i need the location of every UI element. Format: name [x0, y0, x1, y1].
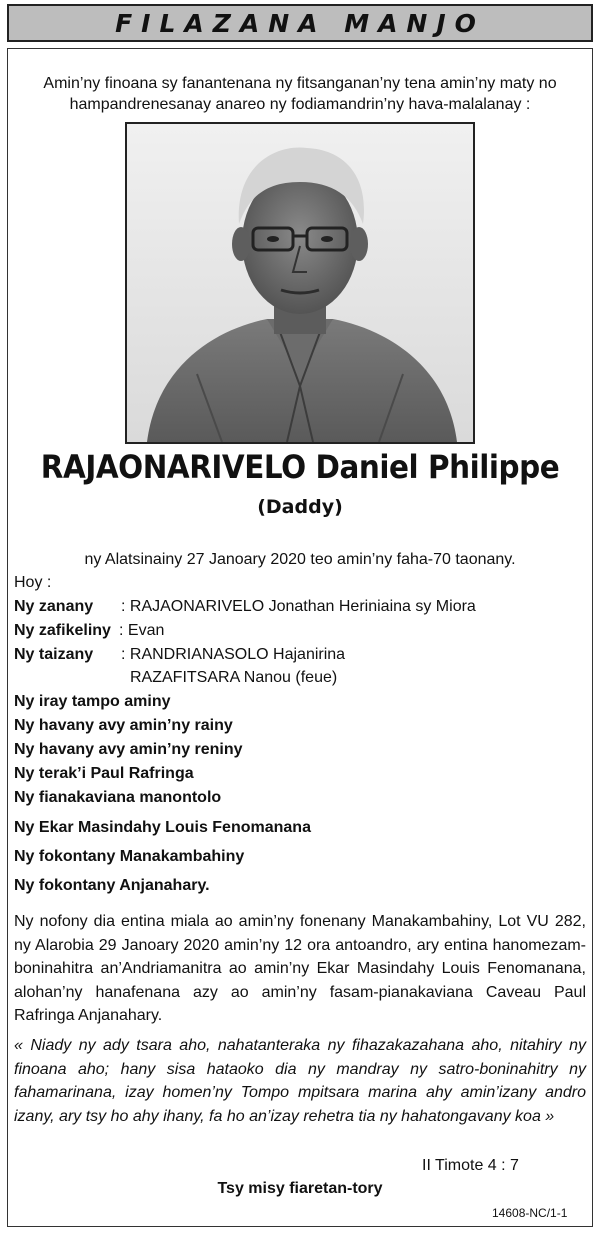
family-line-2: Ny havany avy amin’ny rainy — [14, 717, 233, 734]
ad-code: 14608-NC/1-1 — [492, 1206, 568, 1220]
family-line-3: Ny havany avy amin’ny reniny — [14, 741, 243, 758]
intro-text: Amin’ny finoana sy fanantenana ny fitsanganan’ny tena amin’ny maty no hampandrenesanay anareo ny fodiamandrin’ny hava-malalanay : — [43, 75, 557, 113]
header-title: FILAZANA MANJO — [115, 8, 485, 38]
funeral-announcement: Ny nofony dia entina miala ao amin’ny fonenany Manakambahiny, Lot VU 282, ny Alarobia 29 Janoary 2020 amin’ny 12 ora antoandro, ary entina hanomezam-boninahitra an’Andriamanitra ao amin’ny Ekar Masindahy Louis Fenomanana, alohan’ny hanafenana azy ao amin’ny fasam-pianakaviana Caveau Paul Rafringa Anjanahary. — [14, 913, 586, 1024]
family-line-4: Ny terak’i Paul Rafringa — [14, 765, 194, 782]
taizany-value-1: : RANDRIANASOLO Hajanirina — [121, 646, 346, 663]
header-banner — [7, 4, 593, 42]
portrait-image — [127, 124, 473, 442]
death-date-line: ny Alatsinainy 27 Janoary 2020 teo amin’ny faha-70 taonany. — [84, 551, 516, 568]
zanany-label: Ny zanany — [14, 598, 94, 615]
hoy-label: Hoy : — [14, 574, 52, 591]
deceased-name: RAJAONARIVELO Daniel Philippe — [40, 448, 560, 486]
closing-note: Tsy misy fiaretan-tory — [217, 1180, 383, 1197]
taizany-value-2: RAZAFITSARA Nanou (feue) — [130, 669, 338, 686]
family-line-7: Ny fokontany Manakambahiny — [14, 848, 245, 865]
zafikeliny-label: Ny zafikeliny — [14, 622, 111, 639]
scripture-reference: II Timote 4 : 7 — [422, 1157, 519, 1174]
family-line-6: Ny Ekar Masindahy Louis Fenomanana — [14, 819, 311, 836]
family-line-8: Ny fokontany Anjanahary. — [14, 877, 210, 894]
family-line-1: Ny iray tampo aminy — [14, 693, 171, 710]
taizany-label: Ny taizany — [14, 646, 94, 663]
deceased-nickname: (Daddy) — [257, 496, 343, 518]
family-line-5: Ny fianakaviana manontolo — [14, 789, 222, 806]
deceased-portrait — [125, 122, 475, 444]
zanany-value: : RAJAONARIVELO Jonathan Heriniaina sy Miora — [121, 598, 476, 615]
scripture-quote: « Niady ny ady tsara aho, nahatanteraka ny fihazakazahana aho, nitahiry ny finoana aho; hany sisa hataoko dia ny mandray ny satro-boninahitry ny fahamarinana, izay homen’ny Tompo mpitsara marina ahy amin’izany andro izany, ary tsy ho ahy ihany, fa ho an’izay rehetra tia ny hahatongavany koa » — [14, 1037, 586, 1125]
zafikeliny-value: : Evan — [119, 622, 165, 639]
